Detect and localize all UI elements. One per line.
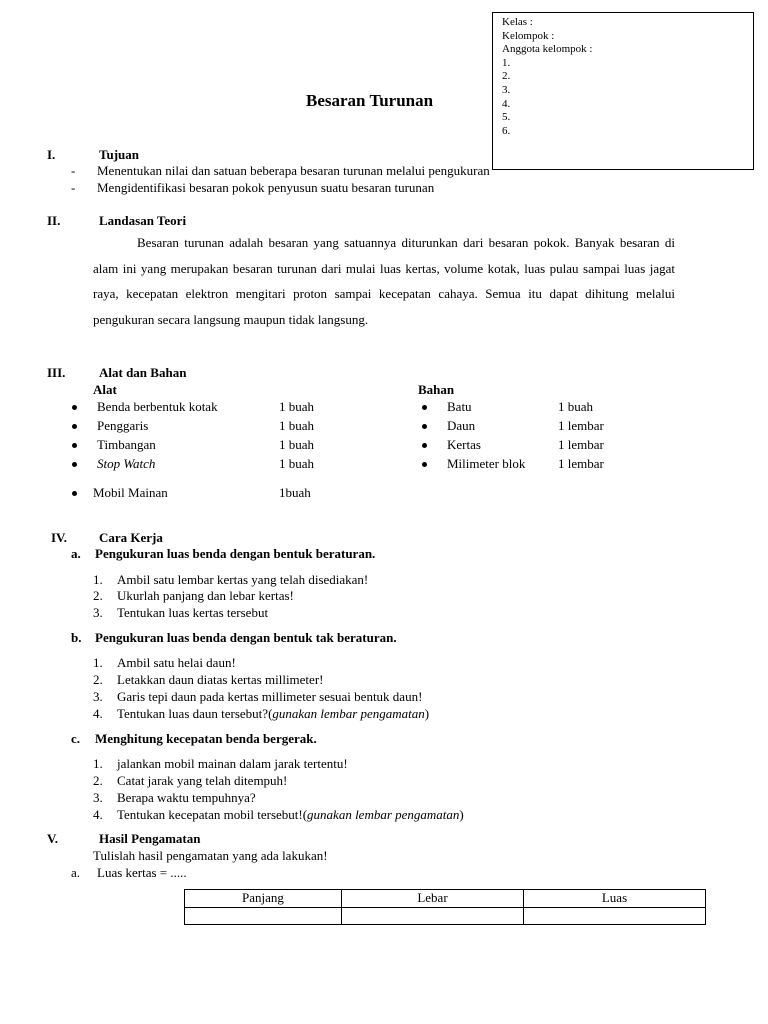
bullet-icon <box>72 405 77 410</box>
tool-qty: 1 buah <box>279 399 315 414</box>
bullet-icon <box>422 424 427 429</box>
material-qty: 1 lembar <box>558 456 604 471</box>
subsection-letter: c. <box>71 731 81 746</box>
step-text: Catat jarak yang telah ditempuh! <box>117 773 288 788</box>
tool-name: Mobil Mainan <box>93 485 168 500</box>
section-heading: Alat dan Bahan <box>99 365 187 380</box>
bullet-icon <box>72 491 77 496</box>
bullet-icon <box>72 462 77 467</box>
step-number: 4. <box>93 706 103 721</box>
member-line: 2. <box>502 70 511 83</box>
step-text: Tentukan luas daun tersebut?(gunakan lembar pengamatan) <box>117 706 430 721</box>
step-number: 2. <box>93 773 103 788</box>
material-name: Milimeter blok <box>447 456 526 471</box>
tool-qty: 1 buah <box>279 456 315 471</box>
section-heading: Tujuan <box>99 147 139 162</box>
members-label: Anggota kelompok : <box>502 43 593 56</box>
subsection-letter: b. <box>71 630 82 645</box>
subsection-heading: Pengukuran luas benda dengan bentuk tak beraturan. <box>95 630 397 645</box>
goal-item: Menentukan nilai dan satuan beberapa besaran turunan melalui pengukuran <box>97 163 490 178</box>
tool-qty: 1 buah <box>279 418 315 433</box>
step-text: Letakkan daun diatas kertas millimeter! <box>117 672 324 687</box>
table-header: Lebar <box>342 890 524 908</box>
tool-qty: 1 buah <box>279 437 315 452</box>
item-text: Luas kertas = ..... <box>97 865 187 880</box>
table-cell[interactable] <box>524 907 706 924</box>
material-name: Kertas <box>447 437 481 452</box>
material-name: Batu <box>447 399 472 414</box>
member-line: 1. <box>502 56 511 69</box>
section-numeral: III. <box>47 365 66 380</box>
group-info-box <box>492 12 754 170</box>
section-heading: Landasan Teori <box>99 213 187 228</box>
item-letter: a. <box>71 865 81 880</box>
table-header: Panjang <box>185 890 342 908</box>
section-heading: Hasil Pengamatan <box>99 831 201 846</box>
section-numeral: II. <box>47 213 61 228</box>
list-dash: - <box>71 180 76 195</box>
table-row <box>185 907 706 924</box>
step-number: 4. <box>93 807 103 822</box>
tool-name: Penggaris <box>97 418 149 433</box>
page-title: Besaran Turunan <box>306 91 434 110</box>
section-heading: Cara Kerja <box>99 530 163 545</box>
step-text: Ambil satu lembar kertas yang telah disediakan! <box>117 572 369 587</box>
step-text: Tentukan luas kertas tersebut <box>117 605 269 620</box>
bullet-icon <box>72 443 77 448</box>
material-qty: 1 lembar <box>558 418 604 433</box>
tool-name: Stop Watch <box>97 456 156 471</box>
tool-name: Timbangan <box>97 437 156 452</box>
section-numeral: I. <box>47 147 56 162</box>
step-number: 3. <box>93 605 103 620</box>
member-line: 5. <box>502 111 511 124</box>
group-label: Kelompok : <box>502 29 555 42</box>
tool-name: Benda berbentuk kotak <box>97 399 218 414</box>
bullet-icon <box>422 405 427 410</box>
step-text: jalankan mobil mainan dalam jarak tertentu! <box>117 756 348 771</box>
material-qty: 1 buah <box>558 399 594 414</box>
subsection-heading: Pengukuran luas benda dengan bentuk beraturan. <box>95 546 376 561</box>
section-numeral: IV. <box>51 530 68 545</box>
step-number: 2. <box>93 588 103 603</box>
member-line: 6. <box>502 124 511 137</box>
material-name: Daun <box>447 418 476 433</box>
step-number: 1. <box>93 572 103 587</box>
table-cell[interactable] <box>342 907 524 924</box>
class-label: Kelas : <box>502 16 533 28</box>
alat-heading: Alat <box>93 382 117 397</box>
instruction-text: Tulislah hasil pengamatan yang ada lakukan! <box>93 848 328 863</box>
section-numeral: V. <box>47 831 58 846</box>
step-text: Berapa waktu tempuhnya? <box>117 790 256 805</box>
theory-paragraph: Besaran turunan adalah besaran yang satuannya diturunkan dari besaran pokok. Banyak besaran di alam ini yang merupakan besaran turunan dari mulai luas kertas, volume kotak, luas pulau sampai luas jagat raya, kecepatan elektron mengitari proton sampai kecepatan cahaya. Semua itu dapat dihitung melalui pengukuran secara langsung maupun tidak langsung. <box>93 235 675 327</box>
step-number: 1. <box>93 655 103 670</box>
step-number: 2. <box>93 672 103 687</box>
bahan-heading: Bahan <box>418 382 455 397</box>
list-dash: - <box>71 163 76 178</box>
step-number: 1. <box>93 756 103 771</box>
step-text: Ambil satu helai daun! <box>117 655 236 670</box>
bullet-icon <box>422 443 427 448</box>
table-header: Luas <box>524 890 706 908</box>
member-line: 4. <box>502 97 511 110</box>
material-qty: 1 lembar <box>558 437 604 452</box>
step-number: 3. <box>93 790 103 805</box>
member-line: 3. <box>502 83 511 96</box>
table-cell[interactable] <box>185 907 342 924</box>
step-text: Tentukan kecepatan mobil tersebut!(gunakan lembar pengamatan) <box>117 807 464 822</box>
bullet-icon <box>422 462 427 467</box>
tool-qty: 1buah <box>279 485 311 500</box>
subsection-letter: a. <box>71 546 81 561</box>
subsection-heading: Menghitung kecepatan benda bergerak. <box>95 731 317 746</box>
goal-item: Mengidentifikasi besaran pokok penyusun suatu besaran turunan <box>97 180 435 195</box>
table-header-row <box>185 890 706 908</box>
step-number: 3. <box>93 689 103 704</box>
results-table <box>184 889 706 925</box>
step-text: Ukurlah panjang dan lebar kertas! <box>117 588 294 603</box>
step-text: Garis tepi daun pada kertas millimeter sesuai bentuk daun! <box>117 689 423 704</box>
bullet-icon <box>72 424 77 429</box>
